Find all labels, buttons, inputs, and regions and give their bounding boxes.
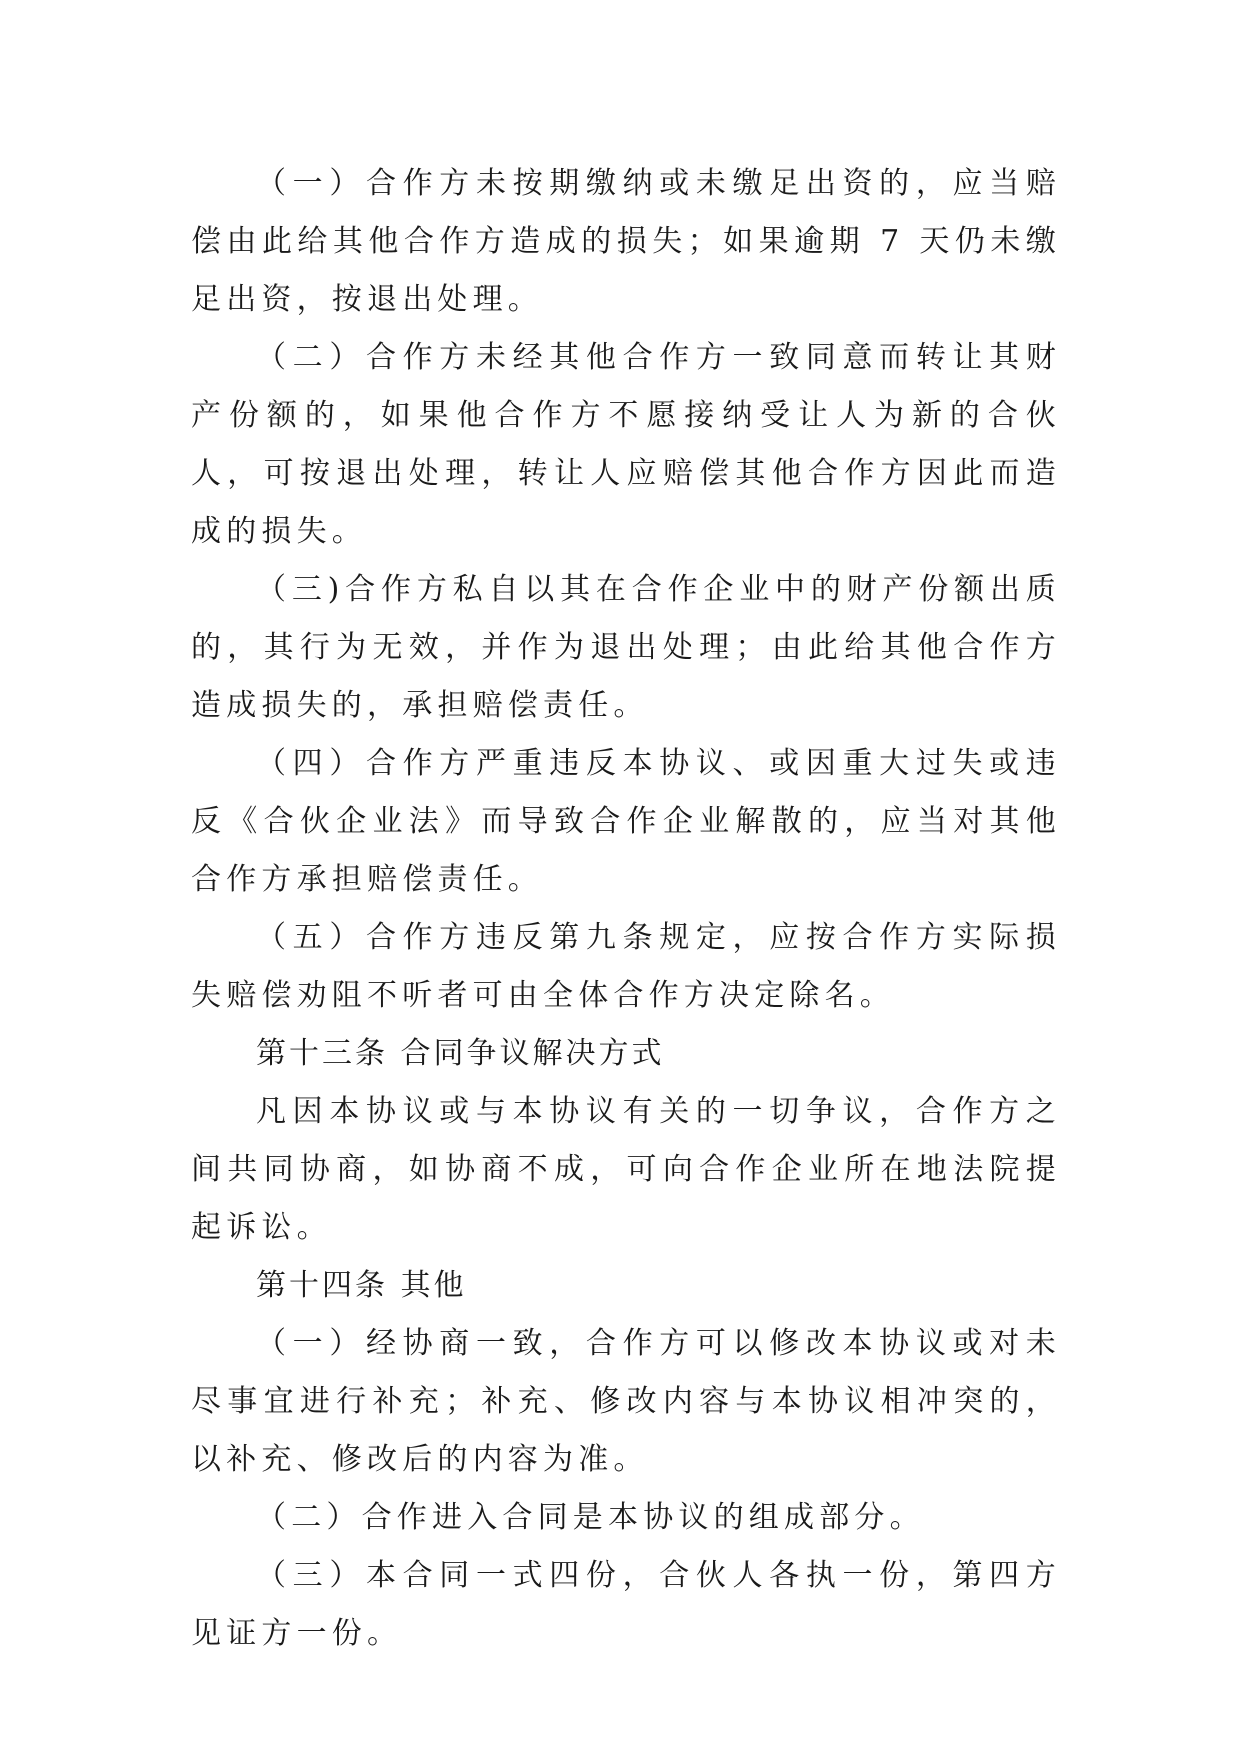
clause-12-item-4: （四）合作方严重违反本协议、或因重大过失或违反《合伙企业法》而导致合作企业解散的，应当对其他合作方承担赔偿责任。 [191, 746, 1061, 897]
article-13-body: 凡因本协议或与本协议有关的一切争议，合作方之间共同协商，如协商不成，可向合作企业所在地法院提起诉讼。 [191, 1094, 1061, 1245]
clause-12-item-5: （五）合作方违反第九条规定，应按合作方实际损失赔偿劝阻不听者可由全体合作方决定除名。 [191, 920, 1061, 1013]
article-14-item-3: （三）本合同一式四份，合伙人各执一份，第四方见证方一份。 [191, 1558, 1061, 1651]
document-page [191, 155, 1061, 1663]
clause-12-item-1: （一）合作方未按期缴纳或未缴足出资的，应当赔偿由此给其他合作方造成的损失；如果逾期 7 天仍未缴足出资，按退出处理。 [191, 166, 1061, 317]
article-14-item-2: （二）合作进入合同是本协议的组成部分。 [256, 1500, 925, 1535]
clause-12-item-3: （三)合作方私自以其在合作企业中的财产份额出质的，其行为无效，并作为退出处理；由此给其他合作方造成损失的，承担赔偿责任。 [191, 572, 1061, 723]
article-14-item-1: （一）经协商一致，合作方可以修改本协议或对未尽事宜进行补充；补充、修改内容与本协议相冲突的，以补充、修改后的内容为准。 [191, 1326, 1061, 1477]
article-14-heading: 第十四条 其他 [256, 1268, 467, 1303]
article-13-heading: 第十三条 合同争议解决方式 [256, 1036, 665, 1071]
clause-12-item-2: （二）合作方未经其他合作方一致同意而转让其财产份额的，如果他合作方不愿接纳受让人为新的合伙人，可按退出处理，转让人应赔偿其他合作方因此而造成的损失。 [191, 340, 1061, 549]
